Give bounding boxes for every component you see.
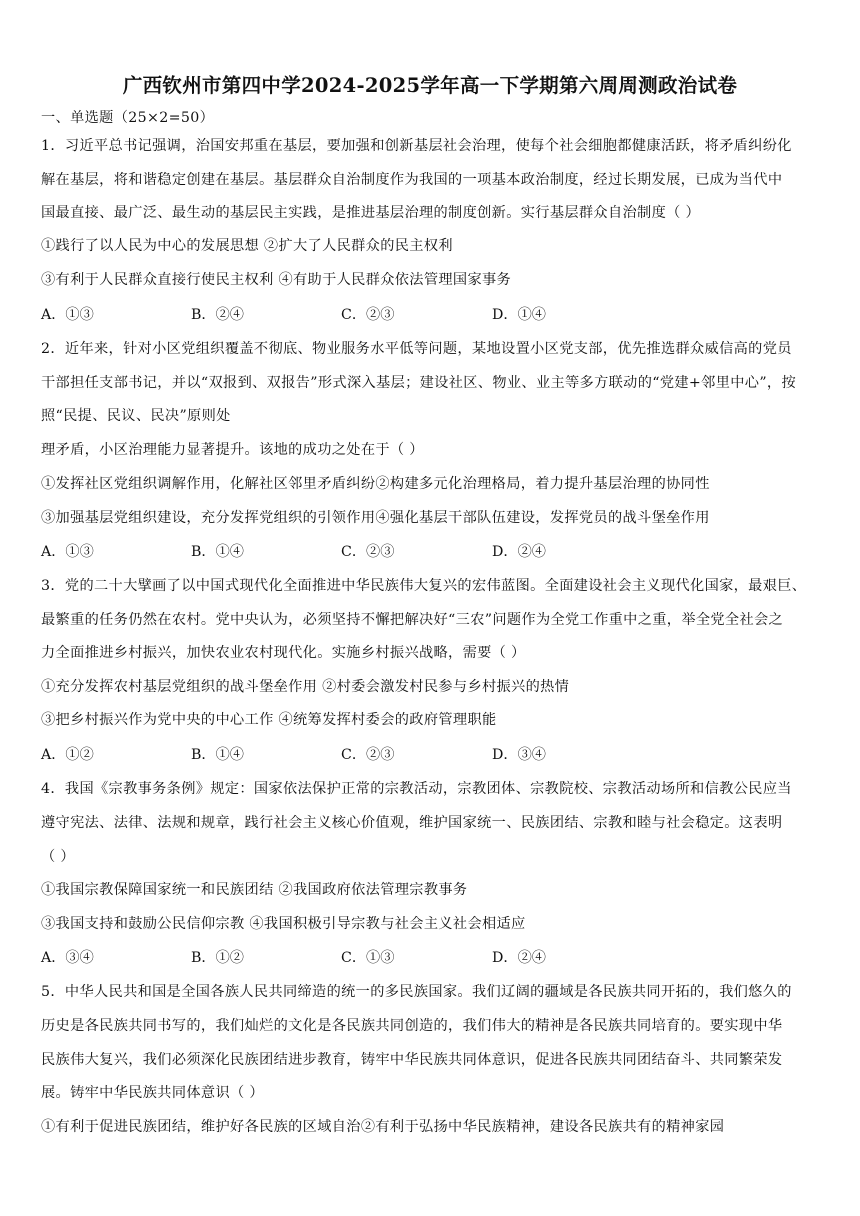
option-a[interactable]: A．③④ [41, 950, 94, 966]
question-stem-line: 最繁重的任务仍然在农村。党中央认为，必须坚持不懈把解决好“三农”问题作为全党工作重中之重，举全党全社会之 [41, 612, 784, 628]
option-c[interactable]: C．②③ [341, 307, 395, 323]
option-d[interactable]: D．①④ [492, 307, 546, 323]
choice-items-line: ①充分发挥农村基层党组织的战斗堡垒作用 ②村委会激发村民参与乡村振兴的热情 [41, 679, 570, 695]
answer-options [41, 745, 821, 765]
option-b[interactable]: B．①④ [191, 747, 244, 763]
question-stem-line: 遵守宪法、法律、法规和规章，践行社会主义核心价值观，维护国家统一、民族团结、宗教和睦与社会稳定。这表明 [41, 815, 783, 831]
question-stem-line: 5．中华人民共和国是全国各族人民共同缔造的统一的多民族国家。我们辽阔的疆域是各民族共同开拓的，我们悠久的 [41, 984, 792, 1000]
option-b[interactable]: B．①④ [191, 544, 244, 560]
option-c[interactable]: C．①③ [341, 950, 395, 966]
question-stem-line: 国最直接、最广泛、最生动的基层民主实践，是推进基层治理的制度创新。实行基层群众自治制度（ ） [41, 205, 701, 221]
option-a[interactable]: A．①③ [41, 544, 94, 560]
choice-items-line: ③加强基层党组织建设，充分发挥党组织的引领作用④强化基层干部队伍建设，发挥党员的战斗堡垒作用 [41, 510, 710, 526]
answer-options [41, 948, 821, 968]
choice-items-line: ③把乡村振兴作为党中央的中心工作 ④统筹发挥村委会的政府管理职能 [41, 712, 497, 728]
choice-items-line: ③我国支持和鼓励公民信仰宗教 ④我国积极引导宗教与社会主义社会相适应 [41, 916, 526, 932]
question-stem-line: 展。铸牢中华民族共同体意识（ ） [41, 1085, 264, 1101]
option-b[interactable]: B．①② [191, 950, 244, 966]
question-stem-line: 力全面推进乡村振兴，加快农业农村现代化。实施乡村振兴战略，需要（ ） [41, 645, 526, 661]
question-stem-line: 4．我国《宗教事务条例》规定：国家依法保护正常的宗教活动，宗教团体、宗教院校、宗教活动场所和信教公民应当 [41, 781, 792, 797]
option-c[interactable]: C．②③ [341, 544, 395, 560]
choice-items-line: ①践行了以人民为中心的发展思想 ②扩大了人民群众的民主权利 [41, 238, 453, 254]
choice-items-line: ①我国宗教保障国家统一和民族团结 ②我国政府依法管理宗教事务 [41, 882, 468, 898]
question-stem-line: 干部担任支部书记，并以“双报到、双报告”形式深入基层；建设社区、物业、业主等多方联动的“党建+邻里中心”，按 [41, 375, 796, 391]
question-stem-line: 3．党的二十大擘画了以中国式现代化全面推进中华民族伟大复兴的宏伟蓝图。全面建设社会主义现代化国家，最艰巨、 [41, 578, 807, 594]
option-c[interactable]: C．②③ [341, 747, 395, 763]
exam-title: 广西钦州市第四中学2024-2025学年高一下学期第六周周测政治试卷 [122, 74, 738, 97]
option-a[interactable]: A．①③ [41, 307, 94, 323]
question-stem-line: 历史是各民族共同书写的，我们灿烂的文化是各民族共同创造的，我们伟大的精神是各民族共同培育的。要实现中华 [41, 1018, 783, 1034]
option-d[interactable]: D．③④ [492, 747, 546, 763]
choice-items-line: ③有利于人民群众直接行使民主权利 ④有助于人民群众依法管理国家事务 [41, 272, 512, 288]
choice-items-line: ①发挥社区党组织调解作用，化解社区邻里矛盾纠纷②构建多元化治理格局，着力提升基层治理的协同性 [41, 476, 710, 492]
question-stem-line: 2．近年来，针对小区党组织覆盖不彻底、物业服务水平低等问题，某地设置小区党支部，优先推选群众威信高的党员 [41, 341, 792, 357]
question-stem-line: 解在基层，将和谐稳定创建在基层。基层群众自治制度作为我国的一项基本政治制度，经过长期发展，已成为当代中 [41, 172, 783, 188]
question-stem-line: 1．习近平总书记强调，治国安邦重在基层，要加强和创新基层社会治理，使每个社会细胞都健康活跃，将矛盾纠纷化 [41, 138, 792, 154]
section-heading: 一、单选题（25×2=50） [41, 110, 215, 126]
option-b[interactable]: B．②④ [191, 307, 244, 323]
question-stem-line: 民族伟大复兴，我们必须深化民族团结进步教育，铸牢中华民族共同体意识，促进各民族共同团结奋斗、共同繁荣发 [41, 1052, 783, 1068]
option-d[interactable]: D．②④ [492, 950, 546, 966]
question-stem-line: （ ） [41, 849, 75, 865]
option-d[interactable]: D．②④ [492, 544, 546, 560]
option-a[interactable]: A．①② [41, 747, 94, 763]
answer-options [41, 542, 821, 562]
question-stem-line: 理矛盾，小区治理能力显著提升。该地的成功之处在于（ ） [41, 442, 424, 458]
choice-items-line: ①有利于促进民族团结，维护好各民族的区域自治②有利于弘扬中华民族精神，建设各民族共有的精神家园 [41, 1119, 725, 1135]
question-stem-line: 照“民提、民议、民决”原则处 [41, 408, 231, 424]
answer-options [41, 305, 821, 325]
